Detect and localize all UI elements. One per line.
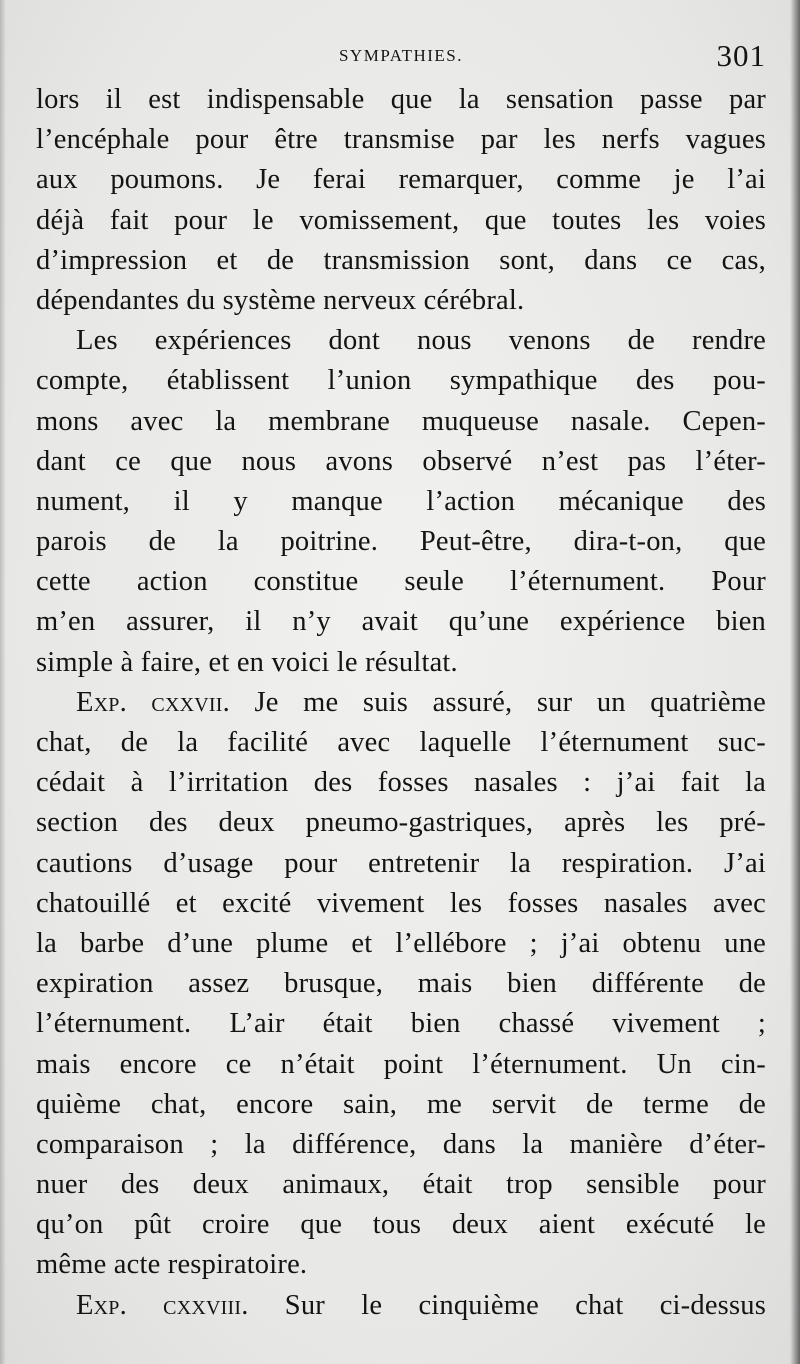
text-line-content: Sur le cinquième chat ci-dessus <box>248 1289 766 1321</box>
text-line: compte, établissent l’union sympathique des pou- <box>36 365 766 397</box>
text-line: cédait à l’irritation des fosses nasales : j’ai fait la <box>36 767 766 799</box>
text-line: parois de la poitrine. Peut-être, dira-t-on, que <box>36 526 766 558</box>
text-line: cette action constitue seule l’éternument. Pour <box>36 566 766 598</box>
page-number: 301 <box>716 38 766 73</box>
text-line: mais encore ce n’était point l’éternument. Un cin- <box>36 1048 766 1080</box>
text-line: qu’on pût croire que tous deux aient exécuté le <box>36 1209 766 1241</box>
body-text <box>36 80 766 1326</box>
running-title: SYMPATHIES. <box>338 46 464 65</box>
text-line: lors il est indispensable que la sensation passe par <box>36 84 766 115</box>
text-line: Les expériences dont nous venons de rendre <box>76 325 766 357</box>
text-line: simple à faire, et en voici le résultat. <box>36 646 458 678</box>
text-line: chat, de la facilité avec laquelle l’éternument suc- <box>36 727 766 758</box>
text-line: même acte respiratoire. <box>36 1249 308 1281</box>
text-line: quième chat, encore sain, me servit de terme de <box>36 1088 766 1120</box>
text-line: nument, il y manque l’action mécanique des <box>36 485 766 517</box>
text-line: l’éternument. L’air était bien chassé vivement ; <box>36 1008 766 1040</box>
running-head <box>36 38 766 78</box>
page-shadow-right <box>790 0 800 1364</box>
text-line: section des deux pneumo-gastriques, après les pré- <box>36 807 766 839</box>
text-line: dépendantes du système nerveux cérébral. <box>36 284 525 316</box>
experiment-line <box>36 1286 766 1326</box>
text-line-content: Je me suis assuré, sur un quatrième <box>229 686 766 718</box>
text-line: déjà fait pour le vomissement, que toutes les voies <box>36 204 766 236</box>
text-line: chatouillé et excité vivement les fosses nasales avec <box>36 887 766 919</box>
text-line: la barbe d’une plume et l’ellébore ; j’ai obtenu une <box>36 927 766 959</box>
text-line: mons avec la membrane muqueuse nasale. Cepen- <box>36 405 766 437</box>
text-line: m’en assurer, il n’y avait qu’une expérience bien <box>36 606 766 638</box>
experiment-line <box>36 683 766 723</box>
page-shadow-left <box>0 0 6 1364</box>
text-line: cautions d’usage pour entretenir la respiration. J’ai <box>36 847 766 879</box>
experiment-label: Exp. cxxviii. <box>76 1289 249 1321</box>
experiment-label: Exp. cxxvii. <box>76 686 230 718</box>
text-line: d’impression et de transmission sont, dans ce cas, <box>36 244 766 276</box>
text-line: l’encéphale pour être transmise par les nerfs vagues <box>36 124 766 156</box>
text-line: comparaison ; la différence, dans la manière d’éter- <box>36 1128 766 1160</box>
text-line: dant ce que nous avons observé n’est pas l’éter- <box>36 445 766 477</box>
text-line: nuer des deux animaux, était trop sensible pour <box>36 1169 766 1201</box>
text-line: aux poumons. Je ferai remarquer, comme je l’ai <box>36 164 766 196</box>
text-line: expiration assez brusque, mais bien différente de <box>36 968 766 1000</box>
